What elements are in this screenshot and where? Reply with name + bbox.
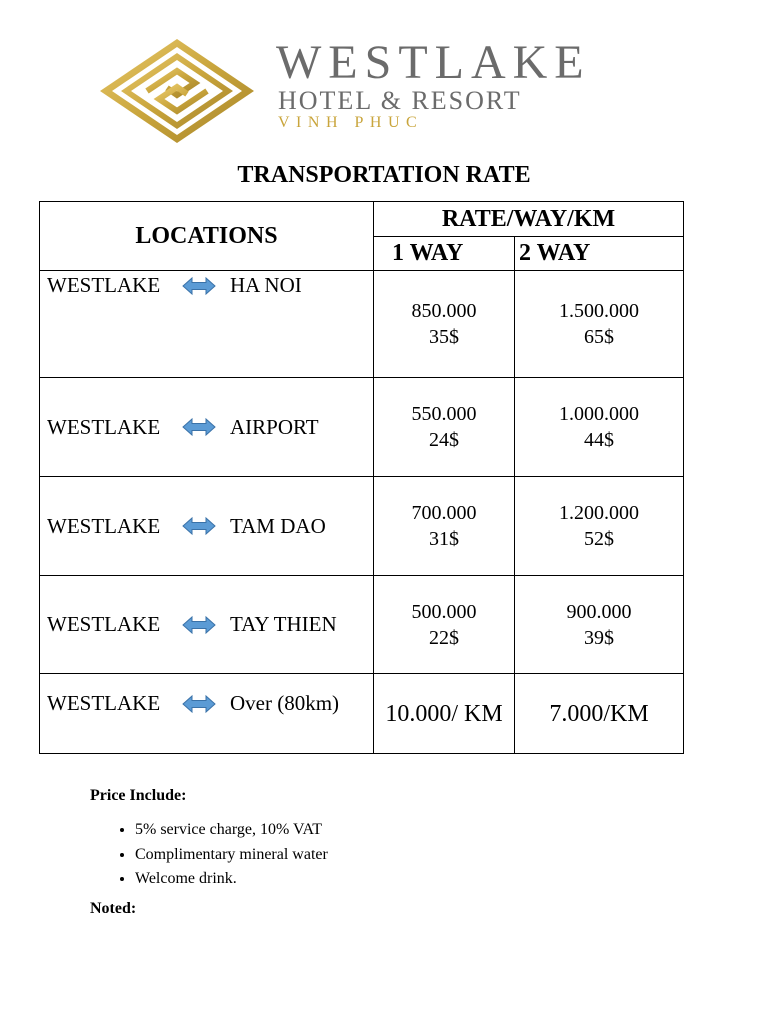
noted-label: Noted: <box>90 899 137 917</box>
location-to: AIRPORT <box>230 414 319 439</box>
two-way-rate-cell <box>515 576 684 674</box>
list-item: • Complimentary mineral water <box>135 843 690 868</box>
two-way-rate-cell <box>515 674 684 754</box>
two-way-usd: 52$ <box>584 528 614 550</box>
double-arrow-icon <box>182 276 230 296</box>
list-item: • 5% service charge, 10% VAT <box>135 818 690 843</box>
table-row <box>40 576 684 674</box>
one-way-usd: 24$ <box>429 429 459 451</box>
list-item: • Welcome drink. <box>135 867 690 892</box>
location-cell <box>40 378 374 477</box>
header-two-way: 2 WAY <box>515 237 684 271</box>
header-locations: LOCATIONS <box>40 202 374 271</box>
one-way-usd: 31$ <box>429 528 459 550</box>
location-from: WESTLAKE <box>47 513 161 538</box>
location-to: TAY THIEN <box>230 612 337 636</box>
one-way-rate-cell <box>374 477 515 576</box>
one-way-usd: 35$ <box>429 326 459 348</box>
table-row <box>40 271 684 378</box>
location-from: WESTLAKE <box>47 273 161 297</box>
one-way-rate-cell <box>374 674 515 754</box>
one-way-vnd: 550.000 <box>411 403 477 425</box>
price-include-list <box>90 818 690 892</box>
two-way-usd: 44$ <box>584 429 614 451</box>
westlake-logo-icon <box>98 36 256 146</box>
table-row <box>40 674 684 754</box>
two-way-vnd: 1.000.000 <box>559 403 639 425</box>
one-way-rate-cell <box>374 271 515 378</box>
location-to: Over (80km) <box>230 691 340 715</box>
one-way-vnd: 500.000 <box>411 600 477 623</box>
table-header-row <box>40 202 684 237</box>
two-way-per-km: 7.000/KM <box>549 700 649 727</box>
one-way-vnd: 850.000 <box>411 300 477 322</box>
two-way-usd: 39$ <box>584 626 614 649</box>
location-from: WESTLAKE <box>47 691 161 715</box>
page-title: TRANSPORTATION RATE <box>237 162 531 188</box>
brand-location: VINH PHUC <box>278 114 424 131</box>
location-from: WESTLAKE <box>47 612 161 636</box>
one-way-usd: 22$ <box>429 626 459 649</box>
two-way-vnd: 1.200.000 <box>559 502 639 524</box>
two-way-vnd: 900.000 <box>566 600 632 623</box>
double-arrow-icon <box>182 694 230 714</box>
double-arrow-icon <box>182 516 230 536</box>
two-way-rate-cell <box>515 378 684 477</box>
two-way-vnd: 1.500.000 <box>559 300 639 322</box>
location-cell <box>40 576 374 674</box>
location-from: WESTLAKE <box>47 414 161 439</box>
header <box>0 0 768 150</box>
header-rate: RATE/WAY/KM <box>374 202 684 237</box>
one-way-vnd: 700.000 <box>411 502 477 524</box>
location-cell <box>40 477 374 576</box>
brand-subtitle: HOTEL & RESORT <box>278 86 522 115</box>
location-cell <box>40 271 374 378</box>
one-way-rate-cell <box>374 576 515 674</box>
double-arrow-icon <box>182 417 230 437</box>
location-to: TAM DAO <box>230 513 326 538</box>
two-way-rate-cell <box>515 477 684 576</box>
rates-table <box>39 201 684 754</box>
table-row <box>40 378 684 477</box>
one-way-per-km: 10.000/ KM <box>385 700 503 727</box>
location-cell <box>40 674 374 754</box>
two-way-rate-cell <box>515 271 684 378</box>
two-way-usd: 65$ <box>584 326 614 348</box>
table-row <box>40 477 684 576</box>
notes-section <box>90 786 690 919</box>
double-arrow-icon <box>182 615 230 635</box>
header-one-way: 1 WAY <box>374 237 515 271</box>
one-way-rate-cell <box>374 378 515 477</box>
price-include-title: Price Include: <box>90 787 187 804</box>
brand-name: WESTLAKE <box>276 36 591 89</box>
location-to: HA NOI <box>230 273 302 297</box>
